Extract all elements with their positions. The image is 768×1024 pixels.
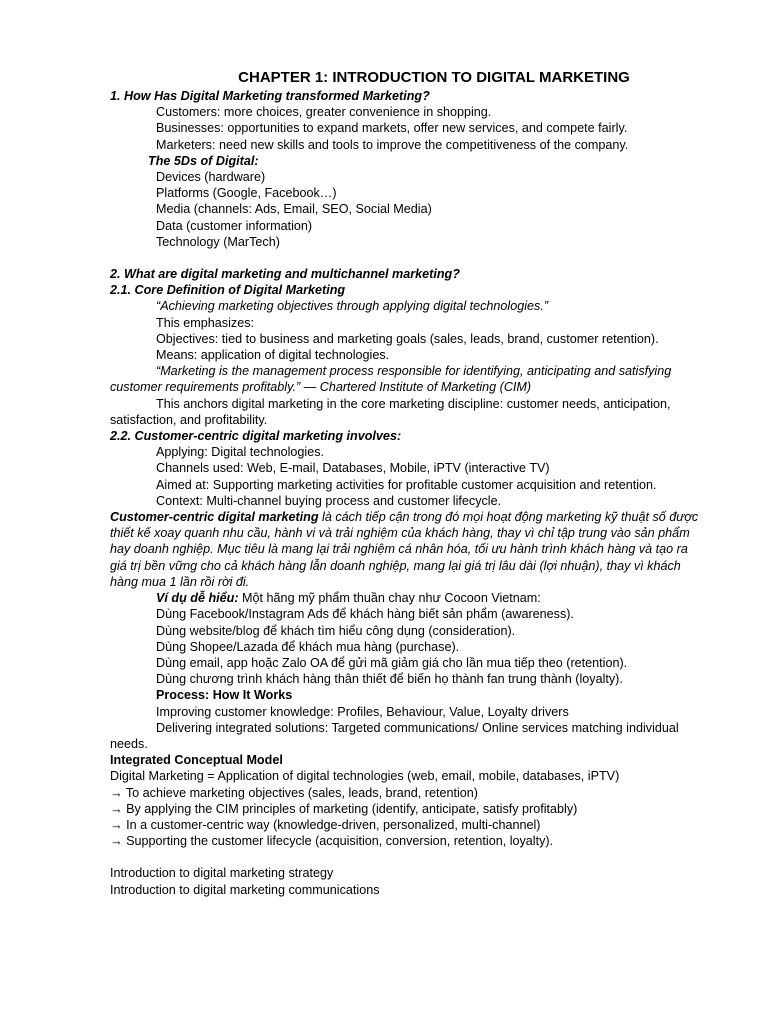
- list-item: Context: Multi-channel buying process and customer lifecycle.: [156, 493, 502, 508]
- model-line: Digital Marketing = Application of digital technologies (web, email, mobile, databases, iPTV): [110, 769, 620, 784]
- section-1-heading: 1. How Has Digital Marketing transformed Marketing?: [110, 89, 430, 103]
- paragraph: This emphasizes:: [156, 315, 254, 330]
- list-item: Marketers: need new skills and tools to improve the competitiveness of the company.: [156, 137, 629, 152]
- vietnamese-paragraph-lead: Customer-centric digital marketing: [110, 510, 319, 525]
- list-item: Aimed at: Supporting marketing activities for profitable customer acquisition and retention.: [156, 477, 657, 492]
- chapter-title: CHAPTER 1: INTRODUCTION TO DIGITAL MARKETING: [238, 69, 630, 86]
- model-line: → By applying the CIM principles of marketing (identify, anticipate, satisfy profitably): [110, 801, 578, 816]
- footer-line: Introduction to digital marketing communications: [110, 882, 380, 897]
- footer-line: Introduction to digital marketing strategy: [110, 866, 334, 881]
- list-item: Businesses: opportunities to expand markets, offer new services, and compete fairly.: [156, 121, 628, 136]
- list-item: Dùng Facebook/Instagram Ads để khách hàng biết sản phẩm (awareness).: [156, 607, 574, 622]
- model-heading: Integrated Conceptual Model: [110, 753, 283, 768]
- example-label: Ví dụ dễ hiểu:: [156, 591, 239, 606]
- list-item: Technology (MarTech): [156, 234, 280, 249]
- list-item: Dùng chương trình khách hàng thân thiết để biến họ thành fan trung thành (loyalty).: [156, 672, 623, 687]
- list-item: Applying: Digital technologies.: [156, 445, 325, 460]
- list-item: Platforms (Google, Facebook…): [156, 186, 337, 201]
- subsection-2-1-heading: 2.1. Core Definition of Digital Marketing: [110, 283, 346, 298]
- list-item: Channels used: Web, E-mail, Databases, Mobile, iPTV (interactive TV): [156, 461, 550, 476]
- spacer: [110, 250, 708, 266]
- example-line: [110, 590, 708, 606]
- vietnamese-paragraph-text: là cách tiếp cận trong đó mọi hoạt động marketing kỹ thuật số được thiết kế xoay quanh nhu cầu, hành vi và trải nghiệm của khách hàng, thay vì chỉ tập trung vào sản phẩm hay doanh nghiệp. Mục tiêu là mang lại trải nghiệm cá nhân hóa, tối ưu hành trình khách hàng và tạo ra giá trị bền vững cho cả khách hàng lẫn doanh nghiệp, mang lại giá trị lâu dài (lợi nhuận), thay vì khách hàng mua 1 lần rồi rời đi.: [110, 510, 699, 589]
- list-item: Media (channels: Ads, Email, SEO, Social Media): [156, 202, 432, 217]
- example-text: Một hãng mỹ phẩm thuần chay như Cocoon Vietnam:: [238, 591, 541, 606]
- subsection-2-2-heading: 2.2. Customer-centric digital marketing involves:: [110, 429, 402, 444]
- list-item: Data (customer information): [156, 218, 313, 233]
- vietnamese-paragraph: [110, 509, 708, 590]
- list-item: Dùng email, app hoặc Zalo OA để gửi mã giảm giá cho lần mua tiếp theo (retention).: [156, 655, 628, 670]
- model-line: → To achieve marketing objectives (sales, leads, brand, retention): [110, 785, 478, 800]
- spacer: [110, 849, 708, 865]
- model-line: → Supporting the customer lifecycle (acquisition, conversion, retention, loyalty).: [110, 834, 554, 849]
- list-item: Devices (hardware): [156, 170, 266, 185]
- process-heading: Process: How It Works: [156, 688, 293, 703]
- quote-cim: “Marketing is the management process responsible for identifying, anticipating and satisfying customer requirements profitably.” — Chartered Institute of Marketing (CIM): [110, 364, 672, 395]
- paragraph: Objectives: tied to business and marketing goals (sales, leads, brand, customer retention).: [156, 331, 659, 346]
- paragraph: This anchors digital marketing in the core marketing discipline: customer needs, anticipation, satisfaction, and profitability.: [110, 396, 671, 427]
- model-line: → In a customer-centric way (knowledge-driven, personalized, multi-channel): [110, 817, 541, 832]
- list-item: Dùng Shopee/Lazada để khách mua hàng (purchase).: [156, 639, 460, 654]
- section-2-heading: 2. What are digital marketing and multichannel marketing?: [110, 267, 460, 282]
- paragraph: Means: application of digital technologies.: [156, 348, 390, 363]
- paragraph: Delivering integrated solutions: Targeted communications/ Online services matching individual needs.: [110, 720, 679, 751]
- five-ds-heading: The 5Ds of Digital:: [148, 153, 259, 168]
- paragraph: Improving customer knowledge: Profiles, Behaviour, Value, Loyalty drivers: [156, 704, 569, 719]
- quote-definition: “Achieving marketing objectives through applying digital technologies.”: [156, 299, 549, 314]
- list-item: Customers: more choices, greater convenience in shopping.: [156, 105, 492, 120]
- list-item: Dùng website/blog để khách tìm hiểu công dụng (consideration).: [156, 623, 516, 638]
